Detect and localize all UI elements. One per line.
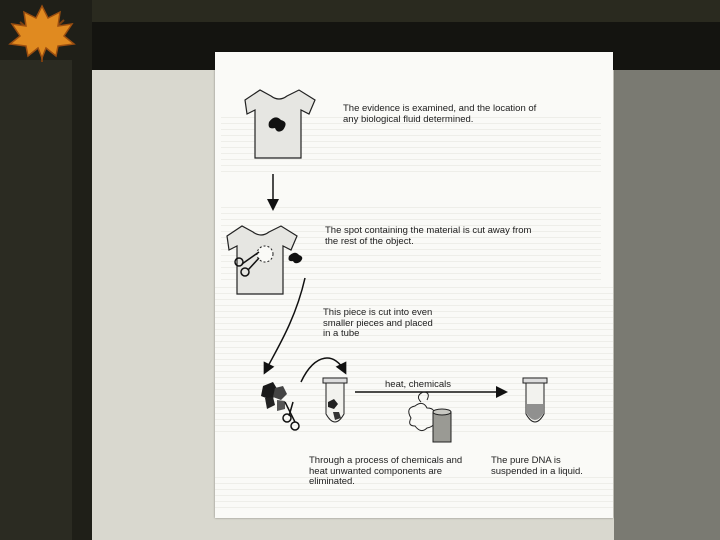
step-examine-caption: The evidence is examined, and the location of any biological fluid determined.	[343, 103, 537, 125]
frame-top-border	[0, 0, 720, 22]
arrow-label: heat, chemicals	[385, 379, 452, 390]
frame-right-panel	[614, 70, 720, 540]
autumn-leaf-icon	[2, 0, 82, 66]
scissors-icon	[283, 402, 299, 430]
chemicals-beaker-icon	[409, 392, 451, 442]
step-cut-out-caption: The spot containing the material is cut away from the rest of the object.	[325, 225, 532, 247]
tshirt-evidence-icon	[245, 90, 315, 158]
cut-pieces-icon	[261, 382, 287, 411]
test-tube-icon	[523, 378, 547, 422]
frame-left-border	[0, 0, 92, 540]
document-page	[215, 52, 613, 518]
step-pure-dna-caption: The pure DNA is suspended in a liquid.	[491, 455, 583, 477]
test-tube-icon	[323, 378, 347, 422]
step-cut-small-caption: This piece is cut into even smaller pieces and placed in a tube	[323, 307, 433, 339]
tshirt-cut-icon	[227, 226, 302, 294]
step-eliminate-caption: Through a process of chemicals and heat unwanted components are eliminated.	[309, 455, 463, 487]
